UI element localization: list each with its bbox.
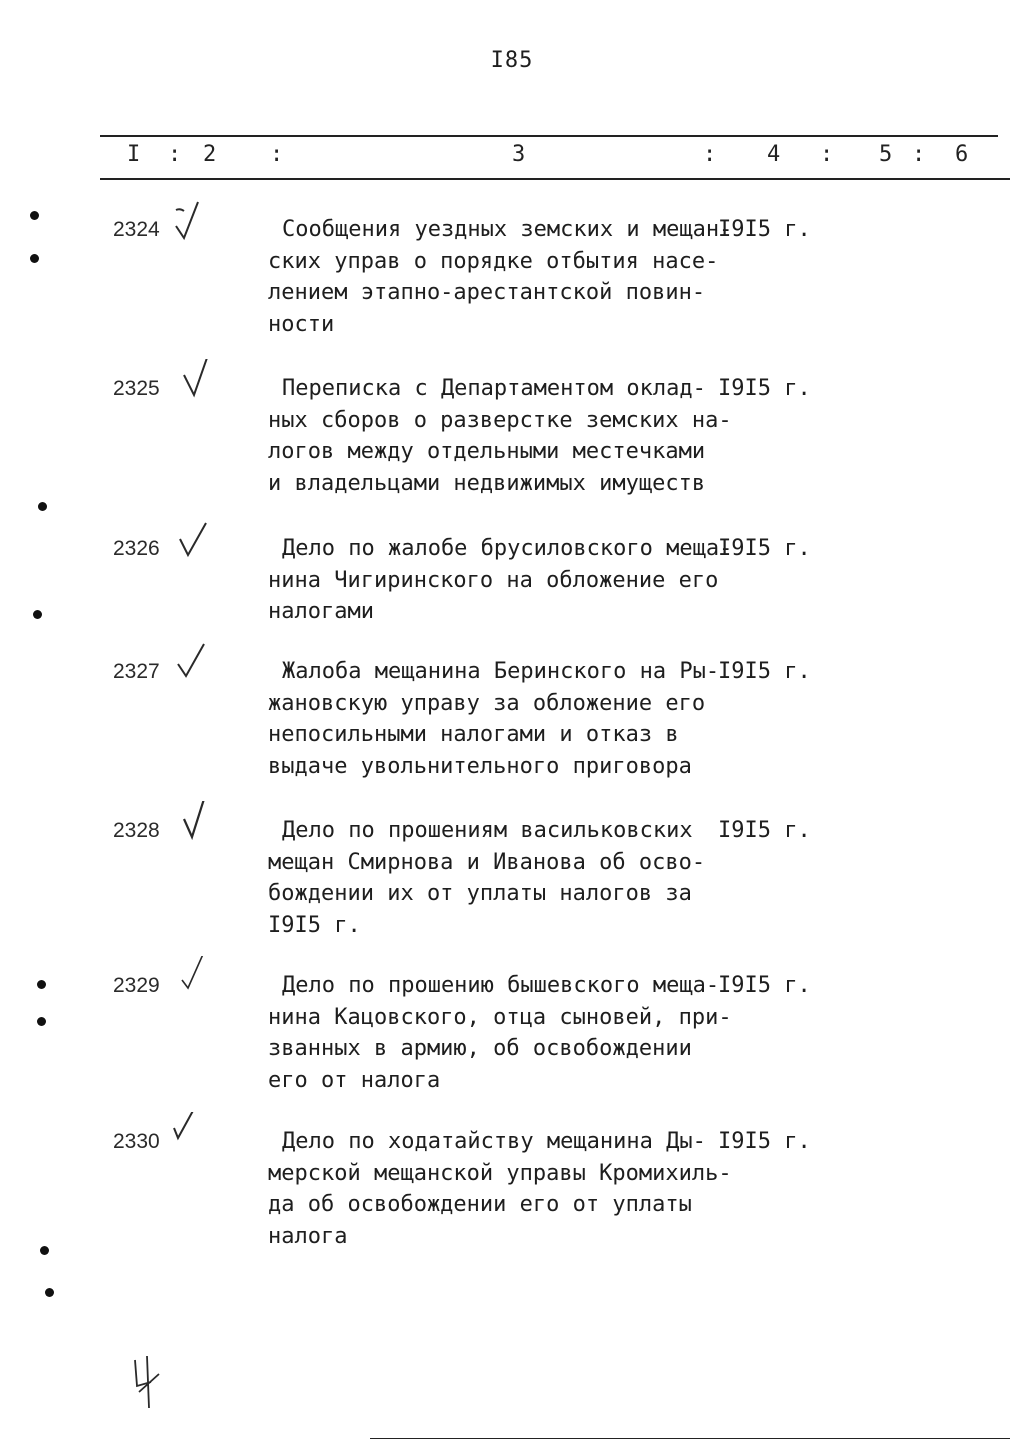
- description-line: выдаче увольнительного приговора: [268, 753, 692, 779]
- column-separator: :: [270, 142, 284, 167]
- description-line: званных в армию, об освобождении: [268, 1036, 692, 1061]
- entry-description: [268, 533, 733, 628]
- column-4-label: 4: [767, 142, 781, 167]
- page-number: I85: [490, 48, 534, 73]
- entry-description: [268, 373, 732, 499]
- description-line: I9I5 г.: [268, 912, 361, 938]
- punch-hole: [37, 1017, 46, 1026]
- description-line: бождении их от уплаты налогов за: [268, 881, 692, 906]
- description-line: Жалоба мещанина Беринского на Ры-: [282, 659, 720, 684]
- description-line: и владельцами недвижимых имуществ: [268, 470, 706, 496]
- register-entry: [0, 369, 1024, 519]
- description-line: Дело по прошению бышевского меща-: [282, 973, 720, 998]
- entry-number: 2330: [113, 1130, 160, 1153]
- checkmark-icon: [170, 801, 230, 851]
- entry-description: [268, 1126, 732, 1252]
- entry-description: [268, 214, 733, 340]
- checkmark-icon: [170, 956, 230, 1006]
- entry-year: I9I5 г.: [718, 217, 811, 242]
- column-2-label: 2: [203, 142, 217, 167]
- description-line: его от налога: [268, 1067, 441, 1093]
- entry-description: [268, 815, 728, 941]
- entry-year: I9I5 г.: [718, 376, 811, 401]
- register-entry: [0, 811, 1024, 961]
- description-line: жановскую управу за обложение его: [268, 690, 706, 716]
- description-line: Дело по ходатайству мещанина Ды-: [282, 1129, 706, 1154]
- description-line: ских управ о порядке отбытия насе-: [268, 248, 719, 274]
- entry-year: I9I5 г.: [718, 1129, 811, 1154]
- punch-hole: [40, 1246, 49, 1255]
- punch-hole: [30, 254, 39, 263]
- description-line: мещан Смирнова и Иванова об осво-: [268, 849, 706, 875]
- description-line: нина Кацовского, отца сыновей, при-: [268, 1004, 732, 1030]
- description-line: да об освобождении его от уплаты: [268, 1192, 692, 1217]
- entry-number: 2325: [113, 377, 160, 400]
- column-separator: :: [703, 142, 717, 167]
- column-3-label: 3: [512, 142, 526, 167]
- entry-number: 2327: [113, 660, 160, 683]
- entry-description: [268, 970, 732, 1096]
- entry-year: I9I5 г.: [718, 659, 811, 684]
- bottom-edge-rule: [370, 1438, 1010, 1439]
- description-line: ности: [268, 311, 335, 337]
- punch-hole: [37, 980, 46, 989]
- column-6-label: 6: [955, 142, 969, 167]
- description-line: Переписка с Департаментом оклад-: [282, 376, 706, 401]
- header-rule-bottom: [100, 178, 1010, 180]
- description-line: налога: [268, 1223, 348, 1249]
- entry-year: I9I5 г.: [718, 973, 811, 998]
- description-line: лением этапно-арестантской повин-: [268, 280, 706, 305]
- description-line: Дело по прошениям васильковских: [282, 818, 693, 843]
- punch-hole: [45, 1288, 54, 1297]
- entry-description: [268, 656, 728, 782]
- checkmark-icon: [170, 642, 230, 692]
- description-line: логов между отдельными местечками: [268, 439, 706, 464]
- register-entry: [0, 210, 1024, 360]
- column-separator: :: [820, 142, 834, 167]
- checkmark-icon: [170, 200, 230, 250]
- entry-number: 2329: [113, 974, 160, 997]
- handwritten-mark-icon: [125, 1352, 175, 1412]
- column-1-label: I: [127, 142, 141, 167]
- register-entry: [0, 1122, 1024, 1272]
- description-line: непосильными налогами и отказ в: [268, 722, 679, 747]
- punch-hole: [30, 211, 39, 220]
- description-line: мерской мещанской управы Кромихиль-: [268, 1160, 732, 1186]
- description-line: нина Чигиринского на обложение его: [268, 567, 719, 593]
- description-line: Дело по жалобе брусиловского меща-: [282, 536, 733, 561]
- entry-number: 2324: [113, 218, 160, 241]
- punch-hole: [38, 502, 47, 511]
- column-separator: :: [168, 142, 182, 167]
- column-separator: :: [912, 142, 926, 167]
- checkmark-icon: [170, 1112, 230, 1162]
- checkmark-icon: [170, 519, 230, 569]
- column-5-label: 5: [879, 142, 893, 167]
- description-line: налогами: [268, 599, 374, 624]
- register-entry: [0, 652, 1024, 802]
- entry-number: 2328: [113, 819, 160, 842]
- register-entry: [0, 966, 1024, 1116]
- entry-number: 2326: [113, 537, 160, 560]
- entry-year: I9I5 г.: [718, 818, 811, 843]
- entry-year: I9I5 г.: [718, 536, 811, 561]
- punch-hole: [33, 610, 42, 619]
- description-line: ных сборов о разверстке земских на-: [268, 407, 732, 433]
- checkmark-icon: [170, 359, 230, 409]
- description-line: Сообщения уездных земских и мещан-: [282, 217, 733, 242]
- header-rule-top: [100, 135, 998, 137]
